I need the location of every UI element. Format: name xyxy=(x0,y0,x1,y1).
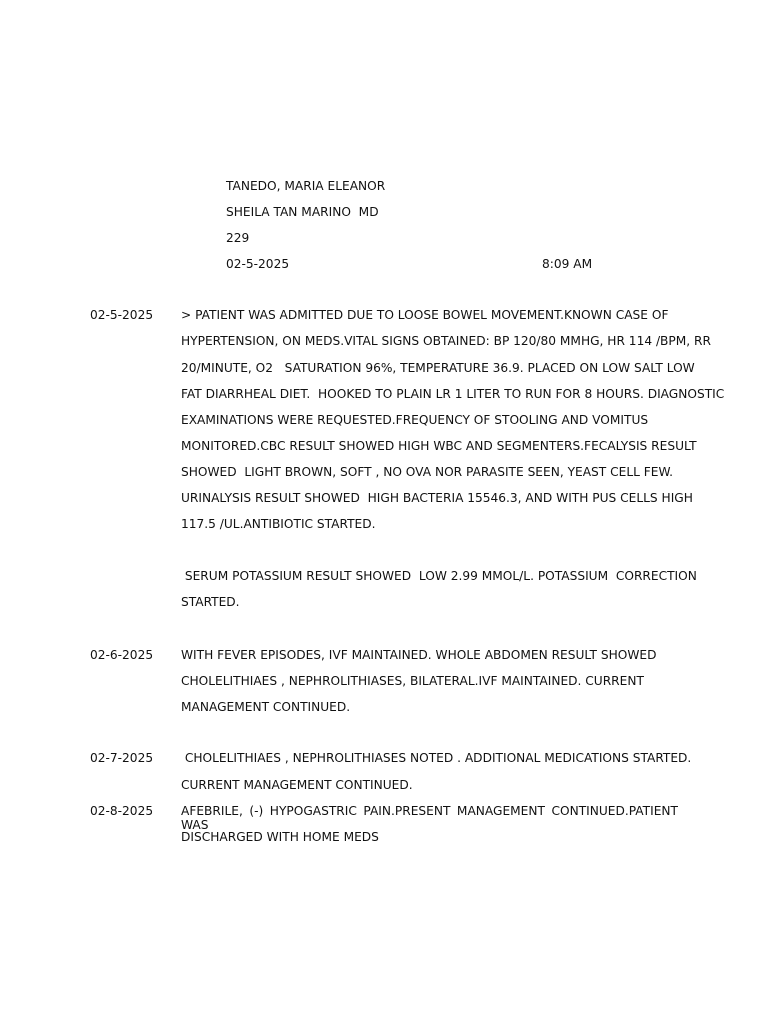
entry-text-line: > PATIENT WAS ADMITTED DUE TO LOOSE BOWEL MOVEMENT.KNOWN CASE OF xyxy=(181,308,669,322)
entry-text-line: STARTED. xyxy=(181,595,240,609)
entry-date: 02-5-2025 xyxy=(90,308,154,322)
header-date: 02-5-2025 xyxy=(226,257,290,271)
entry-text-line: MONITORED.CBC RESULT SHOWED HIGH WBC AND SEGMENTERS.FECALYSIS RESULT xyxy=(181,439,697,453)
entry-text-line: CHOLELITHIAES , NEPHROLITHIASES, BILATERAL.IVF MAINTAINED. CURRENT xyxy=(181,674,644,688)
entry-date: 02-7-2025 xyxy=(90,751,154,765)
patient-name: TANEDO, MARIA ELEANOR xyxy=(226,179,386,193)
entry-text-line: FAT DIARRHEAL DIET. HOOKED TO PLAIN LR 1 LITER TO RUN FOR 8 HOURS. DIAGNOSTIC xyxy=(181,387,725,401)
entry-date: 02-8-2025 xyxy=(90,804,154,818)
attending-physician: SHEILA TAN MARINO MD xyxy=(226,205,379,219)
entry-text-line: SHOWED LIGHT BROWN, SOFT , NO OVA NOR PARASITE SEEN, YEAST CELL FEW. xyxy=(181,465,674,479)
entry-text-line: SERUM POTASSIUM RESULT SHOWED LOW 2.99 MMOL/L. POTASSIUM CORRECTION xyxy=(181,569,697,583)
entry-text-line: URINALYSIS RESULT SHOWED HIGH BACTERIA 15546.3, AND WITH PUS CELLS HIGH xyxy=(181,491,693,505)
entry-date: 02-6-2025 xyxy=(90,648,154,662)
entry-text-line: 20/MINUTE, O2 SATURATION 96%, TEMPERATURE 36.9. PLACED ON LOW SALT LOW xyxy=(181,361,695,375)
entry-text-line: HYPERTENSION, ON MEDS.VITAL SIGNS OBTAINED: BP 120/80 MMHG, HR 114 /BPM, RR xyxy=(181,334,711,348)
entry-text-line: CURRENT MANAGEMENT CONTINUED. xyxy=(181,778,413,792)
entry-text-line: WITH FEVER EPISODES, IVF MAINTAINED. WHOLE ABDOMEN RESULT SHOWED xyxy=(181,648,657,662)
entry-text-line: AFEBRILE, (-) HYPOGASTRIC PAIN.PRESENT MANAGEMENT CONTINUED.PATIENT WAS xyxy=(181,804,678,832)
entry-text-line: 117.5 /UL.ANTIBIOTIC STARTED. xyxy=(181,517,376,531)
header-time: 8:09 AM xyxy=(542,257,593,271)
entry-text-line: EXAMINATIONS WERE REQUESTED.FREQUENCY OF STOOLING AND VOMITUS xyxy=(181,413,649,427)
entry-text-line: DISCHARGED WITH HOME MEDS xyxy=(181,830,379,844)
entry-text-line: MANAGEMENT CONTINUED. xyxy=(181,700,351,714)
entry-text-line: CHOLELITHIAES , NEPHROLITHIASES NOTED . ADDITIONAL MEDICATIONS STARTED. xyxy=(181,751,692,765)
room-number: 229 xyxy=(226,231,250,245)
